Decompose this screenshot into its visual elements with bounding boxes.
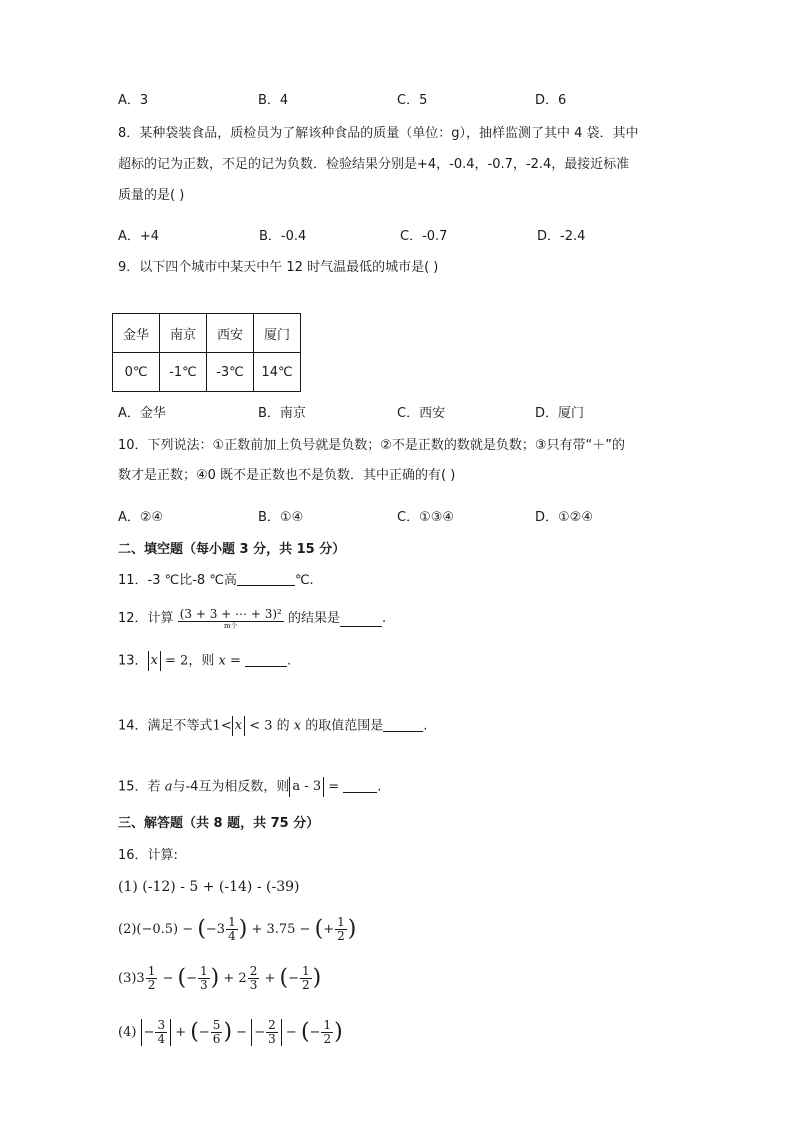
q16-part4-op1: + — [175, 1025, 187, 1040]
numerator: 2 — [249, 964, 258, 978]
table-header-cell: 南京 — [160, 314, 207, 353]
sign: − — [309, 1025, 321, 1040]
q16-stem: 16．计算: — [118, 848, 178, 863]
table-cell: -3℃ — [207, 353, 254, 392]
numerator: 1 — [302, 964, 310, 978]
q8-option-a: A．+4 — [118, 229, 160, 244]
table-row — [113, 353, 301, 392]
q8-option-b: B．-0.4 — [259, 229, 307, 244]
q8-option-d: D．-2.4 — [537, 229, 586, 244]
table-cell: -1℃ — [160, 353, 207, 392]
fraction — [335, 916, 347, 943]
q8-option-c: C．-0.7 — [400, 229, 448, 244]
numerator: 1 — [200, 964, 208, 978]
q12 — [118, 604, 386, 635]
answer-blank — [245, 652, 287, 667]
table-header-cell: 西安 — [207, 314, 254, 353]
q7-option-d: D．6 — [535, 93, 567, 108]
fraction — [198, 965, 210, 992]
q8-stem-line1: 8．某种袋装食品，质检员为了解该种食品的质量（单位：g），抽样监测了其中 4 袋．其中 — [118, 126, 639, 141]
table-row — [113, 314, 301, 353]
fraction — [226, 916, 238, 943]
section-heading-fill-in: 二、填空题（每小题 3 分，共 15 分） — [118, 542, 346, 557]
denominator: 2 — [147, 978, 156, 992]
fraction — [300, 965, 312, 992]
q13-eq: = — [229, 653, 241, 669]
table-cell: 0℃ — [113, 353, 160, 392]
q13-prefix: 13． — [118, 653, 148, 669]
q14-mid: 的 — [276, 718, 290, 734]
q13-abs: x — [148, 651, 161, 671]
q16-part2-d-sign: + — [323, 922, 335, 937]
paren-close: ) — [210, 965, 220, 991]
sign: − — [254, 1025, 266, 1040]
denominator: 2 — [337, 929, 345, 943]
q15-abs: a - 3 — [289, 777, 324, 797]
numerator: 3 — [157, 1018, 166, 1032]
paren-open: ( — [177, 965, 187, 991]
q16-part3-b-sign: − — [186, 971, 198, 986]
table-cell: 14℃ — [254, 353, 301, 392]
q16-part3-op2: + 2 — [223, 971, 247, 986]
fraction — [211, 1019, 223, 1046]
answer-blank — [383, 717, 423, 732]
q12-numerator: (3 + 3 + ⋯ + 3)² — [179, 607, 282, 621]
paren-open: ( — [314, 916, 324, 942]
q15-eq: = — [328, 779, 340, 795]
q16-part3-op1: − — [162, 971, 174, 986]
q10-stem-line2: 数才是正数；④0 既不是正数也不是负数．其中正确的有( ) — [118, 468, 456, 483]
q10-option-d: D．①②④ — [535, 510, 593, 525]
paren-close: ) — [312, 965, 322, 991]
paren-open: ( — [279, 965, 289, 991]
q12-end: . — [381, 611, 387, 626]
q8-stem-line2: 超标的记为正数，不足的记为负数．检验结果分别是+4，-0.4，-0.7，-2.4，最接近标准 — [118, 157, 630, 172]
table-header-cell: 厦门 — [254, 314, 301, 353]
q7-option-c: C．5 — [397, 93, 428, 108]
q9-stem: 9．以下四个城市中某天中午 12 时气温最低的城市是( ) — [118, 260, 439, 275]
q16-part2-label: (2) — [118, 922, 137, 937]
city-temperature-table — [112, 313, 301, 392]
q14 — [118, 716, 427, 737]
q12-suffix: 的结果是 — [287, 611, 340, 626]
q14-ineq-right: < 3 — [249, 718, 273, 734]
q16-part2 — [118, 916, 356, 943]
q15-var-a: a — [164, 779, 173, 795]
abs-value — [251, 1019, 282, 1046]
numerator: 1 — [228, 915, 236, 929]
numerator: 5 — [212, 1018, 221, 1032]
paren-open: ( — [190, 1019, 199, 1045]
paren-close: ) — [334, 1019, 343, 1045]
q8-stem-line3: 质量的是( ) — [118, 188, 185, 203]
q16-part3-label: (3) — [118, 971, 137, 986]
paren-close: ) — [347, 916, 357, 942]
paren-open: ( — [300, 1019, 310, 1045]
q14-end: . — [423, 718, 428, 734]
q11-prefix: 11．-3 ℃比-8 ℃高 — [118, 573, 237, 588]
paren-close: ) — [223, 1019, 233, 1045]
q16-part4-op2: − — [236, 1025, 248, 1040]
answer-blank — [237, 571, 295, 586]
q16-part3-d-sign: − — [288, 971, 300, 986]
q14-prefix: 14．满足不等式 — [118, 718, 213, 734]
denominator: 2 — [323, 1032, 332, 1046]
section-heading-solve: 三、解答题（共 8 题，共 75 分） — [118, 816, 320, 831]
q9-option-d: D．厦门 — [535, 406, 585, 421]
denominator: 3 — [200, 978, 208, 992]
q13-mid: = 2，则 — [165, 653, 215, 669]
q16-part4 — [118, 1019, 343, 1046]
table-header-cell: 金华 — [113, 314, 160, 353]
fraction — [146, 965, 158, 992]
q16-part2-b-int: −3 — [205, 922, 226, 937]
paren-close: ) — [238, 916, 248, 942]
q13-var: x — [218, 653, 226, 669]
q15-prefix: 15．若 — [118, 779, 161, 795]
paren-open: ( — [197, 916, 206, 942]
fraction — [266, 1019, 278, 1046]
answer-blank — [343, 778, 377, 793]
q15 — [118, 777, 381, 798]
numerator: 1 — [147, 964, 156, 978]
q13-end: . — [287, 653, 292, 669]
answer-blank — [340, 612, 382, 627]
q15-mid: 与-4互为相反数，则 — [172, 779, 290, 795]
numerator: 2 — [268, 1018, 276, 1032]
q9-option-b: B．南京 — [258, 406, 306, 421]
q7-option-b: B．4 — [258, 93, 289, 108]
q10-stem-line1: 10．下列说法：①正数前加上负号就是负数；②不是正数的数就是负数；③只有带“＋”的 — [118, 438, 625, 453]
q12-fraction — [178, 608, 284, 630]
sign: − — [143, 1025, 155, 1040]
q16-part1: (1) (-12) - 5 + (-14) - (-39) — [118, 879, 300, 895]
q16-part2-a: (−0.5) − — [136, 922, 194, 937]
denominator: 4 — [157, 1032, 166, 1046]
denominator: 2 — [302, 978, 310, 992]
q10-option-c: C．①③④ — [397, 510, 455, 525]
q15-end: . — [377, 779, 382, 795]
sign: − — [198, 1025, 210, 1040]
q14-var: x — [293, 718, 302, 734]
abs-value — [141, 1019, 172, 1046]
q13 — [118, 651, 291, 672]
fraction — [155, 1019, 167, 1046]
numerator: 1 — [337, 915, 345, 929]
fraction — [321, 1019, 333, 1046]
q16-part4-label: (4) — [118, 1025, 137, 1040]
q11-suffix: ℃. — [294, 573, 314, 588]
q7-option-a: A．3 — [118, 93, 149, 108]
q12-under-label: m个 — [223, 622, 238, 630]
q10-option-b: B．①④ — [258, 510, 304, 525]
denominator: 3 — [249, 978, 258, 992]
q12-prefix: 12．计算 — [118, 611, 174, 626]
q11 — [118, 571, 314, 591]
q14-suffix: 的取值范围是 — [305, 718, 384, 734]
q9-option-c: C．西安 — [397, 406, 446, 421]
q16-part3-a-int: 3 — [136, 971, 145, 986]
q14-abs: x — [232, 716, 245, 736]
q10-option-a: A．②④ — [118, 510, 164, 525]
denominator: 6 — [212, 1032, 221, 1046]
q14-ineq-left: 1< — [212, 718, 232, 734]
q16-part4-op3: − — [285, 1025, 297, 1040]
q16-part2-c: + 3.75 − — [251, 922, 311, 937]
numerator: 1 — [323, 1018, 332, 1032]
q9-option-a: A．金华 — [118, 406, 166, 421]
denominator: 4 — [228, 929, 236, 943]
q16-part3-op3: + — [264, 971, 276, 986]
fraction — [248, 965, 260, 992]
q16-part3 — [118, 965, 321, 992]
denominator: 3 — [268, 1032, 276, 1046]
